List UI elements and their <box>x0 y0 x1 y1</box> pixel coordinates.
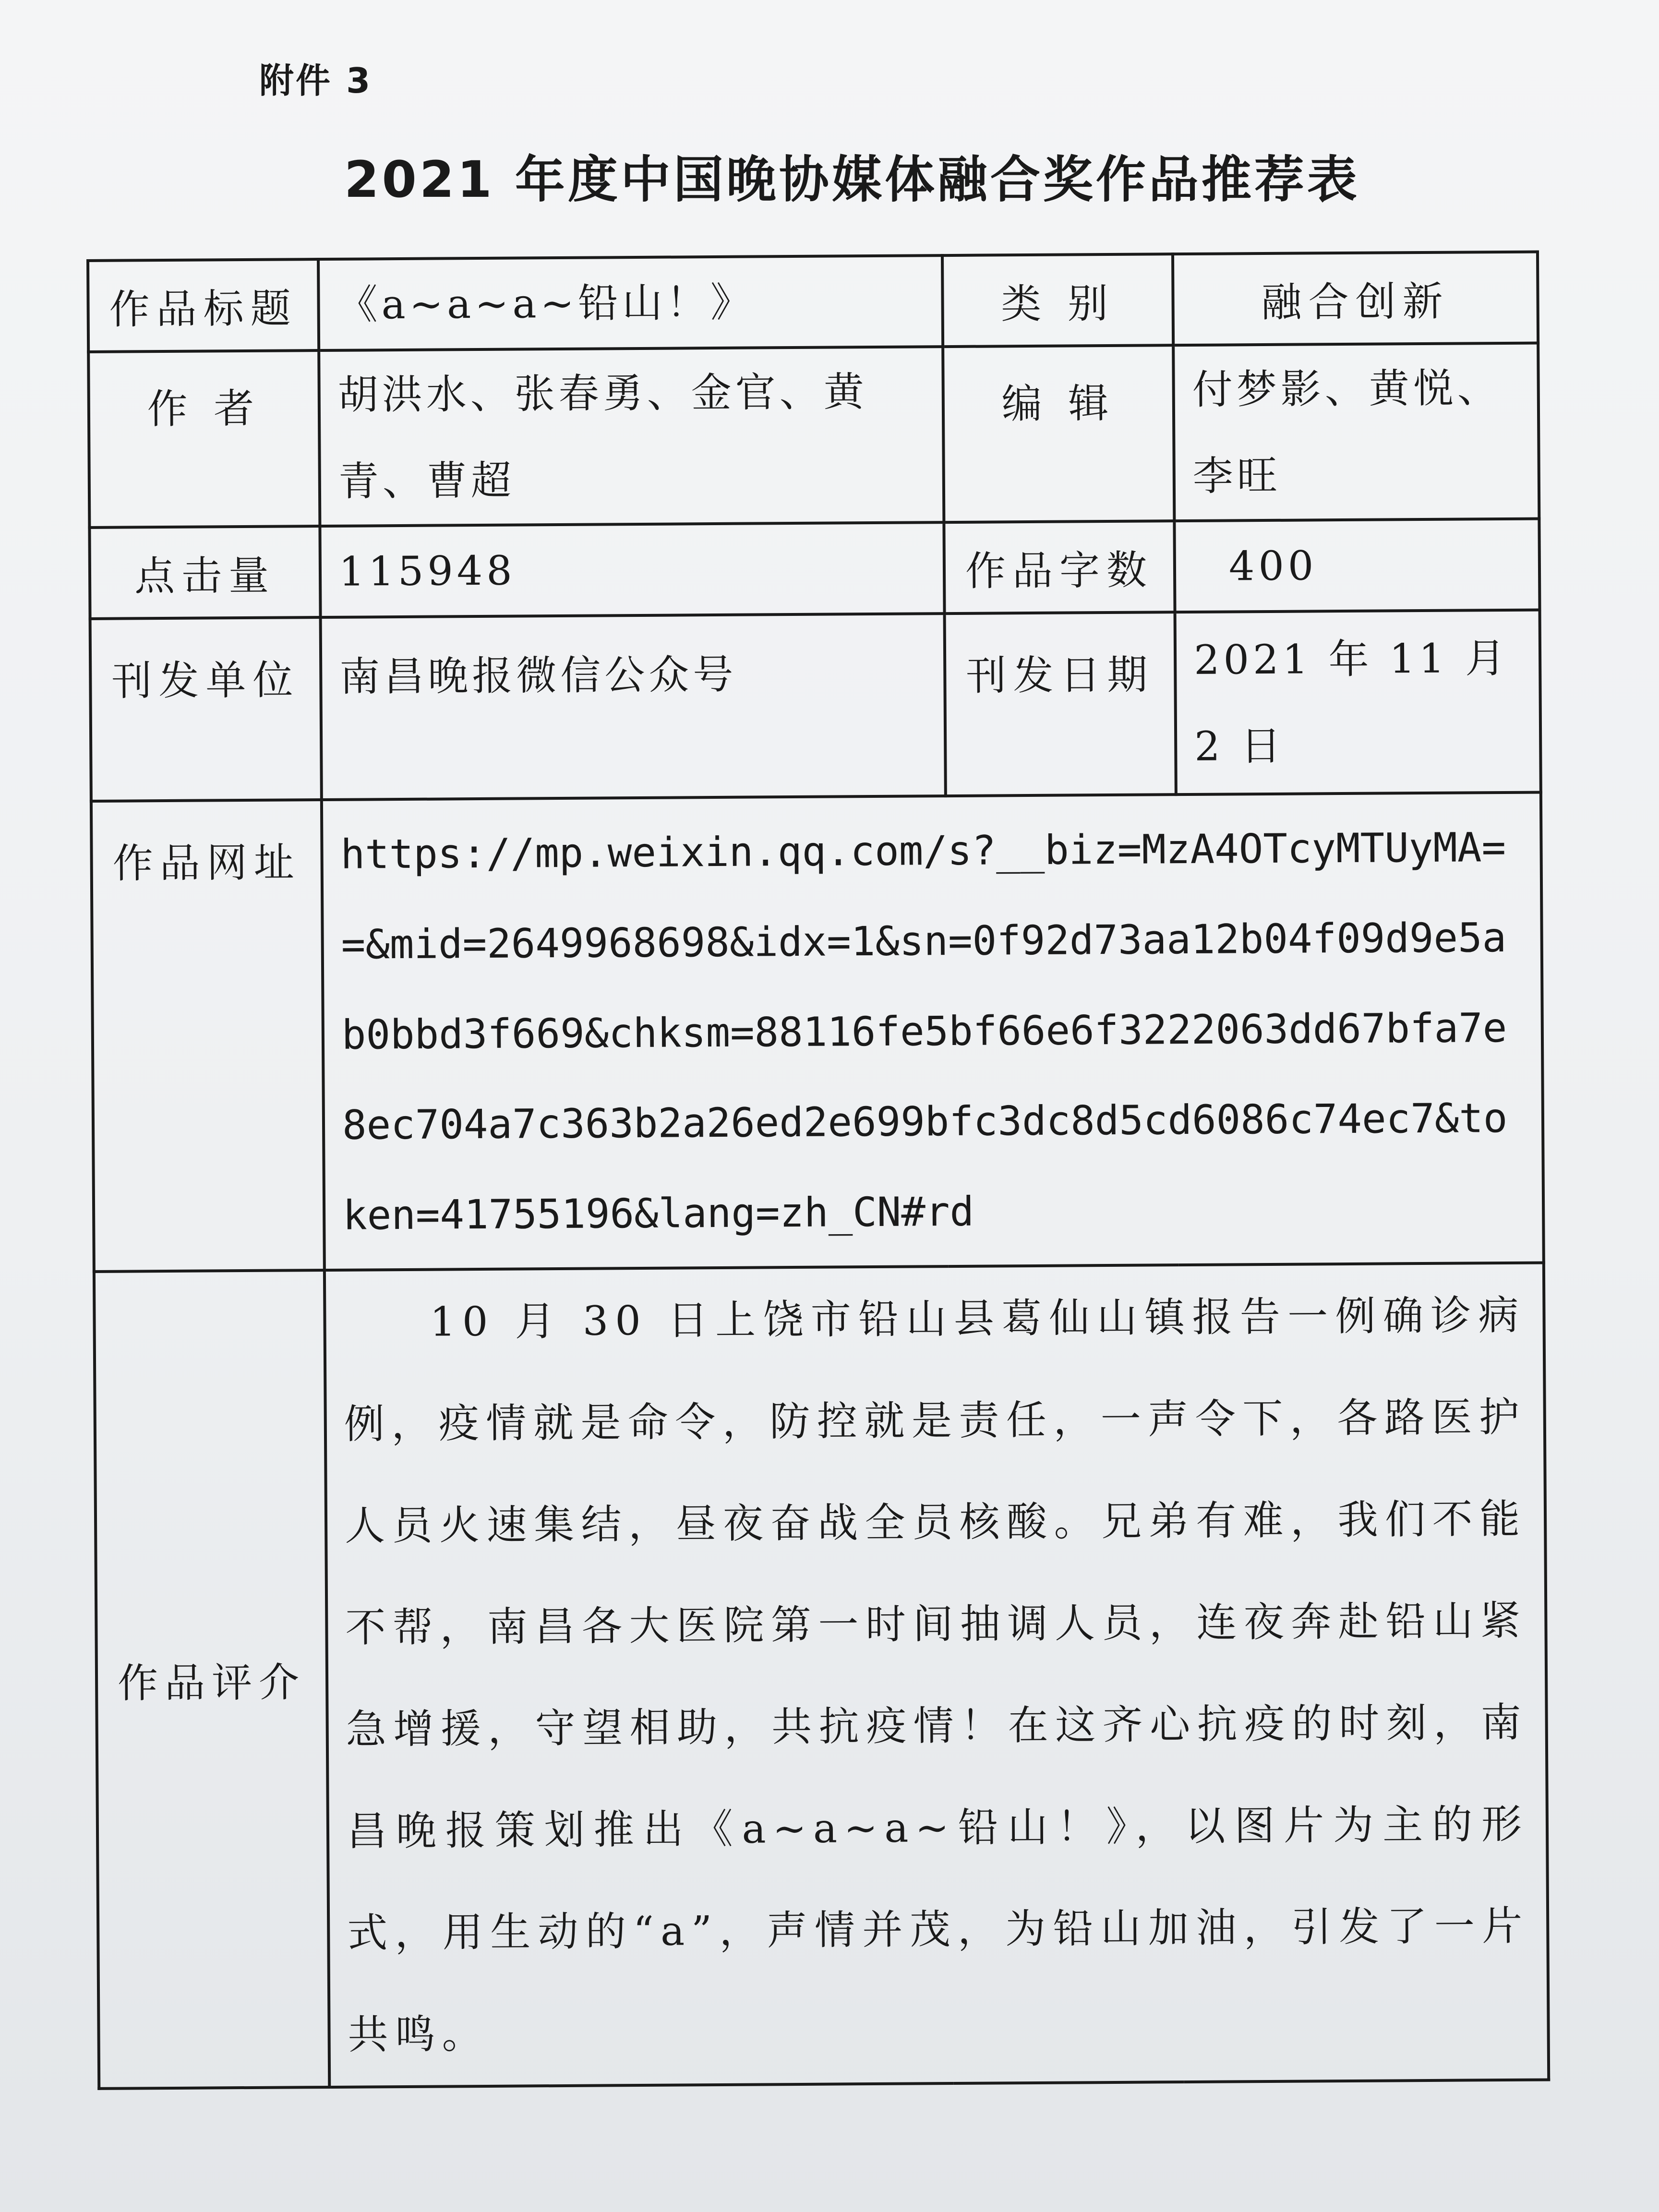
row-clicks <box>89 519 1539 619</box>
row-review <box>94 1262 1549 2088</box>
row-title <box>88 252 1538 352</box>
editor-value: 付梦影、黄悦、李旺 <box>1173 343 1539 521</box>
row-url <box>91 793 1544 1272</box>
author-value: 胡洪水、张春勇、金官、黄青、曹超 <box>319 347 944 526</box>
publisher-value: 南昌晚报微信公众号 <box>321 613 946 800</box>
title-label: 作品标题 <box>88 259 319 352</box>
wordcount-value: 400 <box>1174 519 1539 613</box>
editor-label: 编 辑 <box>943 345 1174 522</box>
form-table <box>86 251 1550 2090</box>
category-value: 融合创新 <box>1173 252 1538 346</box>
review-label: 作品评介 <box>94 1270 329 2089</box>
url-label: 作品网址 <box>91 800 325 1272</box>
review-value: 10 月 30 日上饶市铅山县葛仙山镇报告一例确诊病例，疫情就是命令，防控就是责任，一声令下，各路医护人员火速集结，昼夜奋战全员核酸。兄弟有难，我们不能不帮，南昌各大医院第一时间抽调人员，连夜奔赴铅山紧急增援，守望相助，共抗疫情！在这齐心抗疫的时刻，南昌晚报策划推出《a~a~a~铅山！》，以图片为主的形式，用生动的“a”，声情并茂，为铅山加油，引发了一片共鸣。 <box>325 1262 1549 2087</box>
pubdate-value: 2021 年 11 月 2 日 <box>1175 610 1541 795</box>
document-title: 2021 年度中国晚协媒体融合奖作品推荐表 <box>344 150 1360 209</box>
recommendation-form <box>86 251 1547 2058</box>
clicks-label: 点击量 <box>89 526 320 619</box>
attachment-label: 附件 3 <box>259 60 373 101</box>
row-author <box>88 343 1539 528</box>
pubdate-label: 刊发日期 <box>945 612 1176 796</box>
clicks-value: 115948 <box>320 522 944 617</box>
category-label: 类 别 <box>942 254 1173 347</box>
publisher-label: 刊发单位 <box>90 617 322 801</box>
url-value: https://mp.weixin.qq.com/s?__biz=MzA4OTcyMTUyMA==&mid=2649968698&idx=1&sn=0f92d73aa12b04f09d9e5ab0bbd3f669&chksm=88116fe5bf66e6f3222063dd67bfa7e8ec704a7c363b2a26ed2e699bfc3dc8d5cd6086c74ec7&token=41755196&lang=zh_CN#rd <box>322 793 1544 1270</box>
author-label: 作 者 <box>88 350 320 528</box>
title-value: 《a~a~a~铅山！》 <box>318 255 943 350</box>
wordcount-label: 作品字数 <box>944 521 1175 613</box>
row-publisher <box>90 610 1541 801</box>
